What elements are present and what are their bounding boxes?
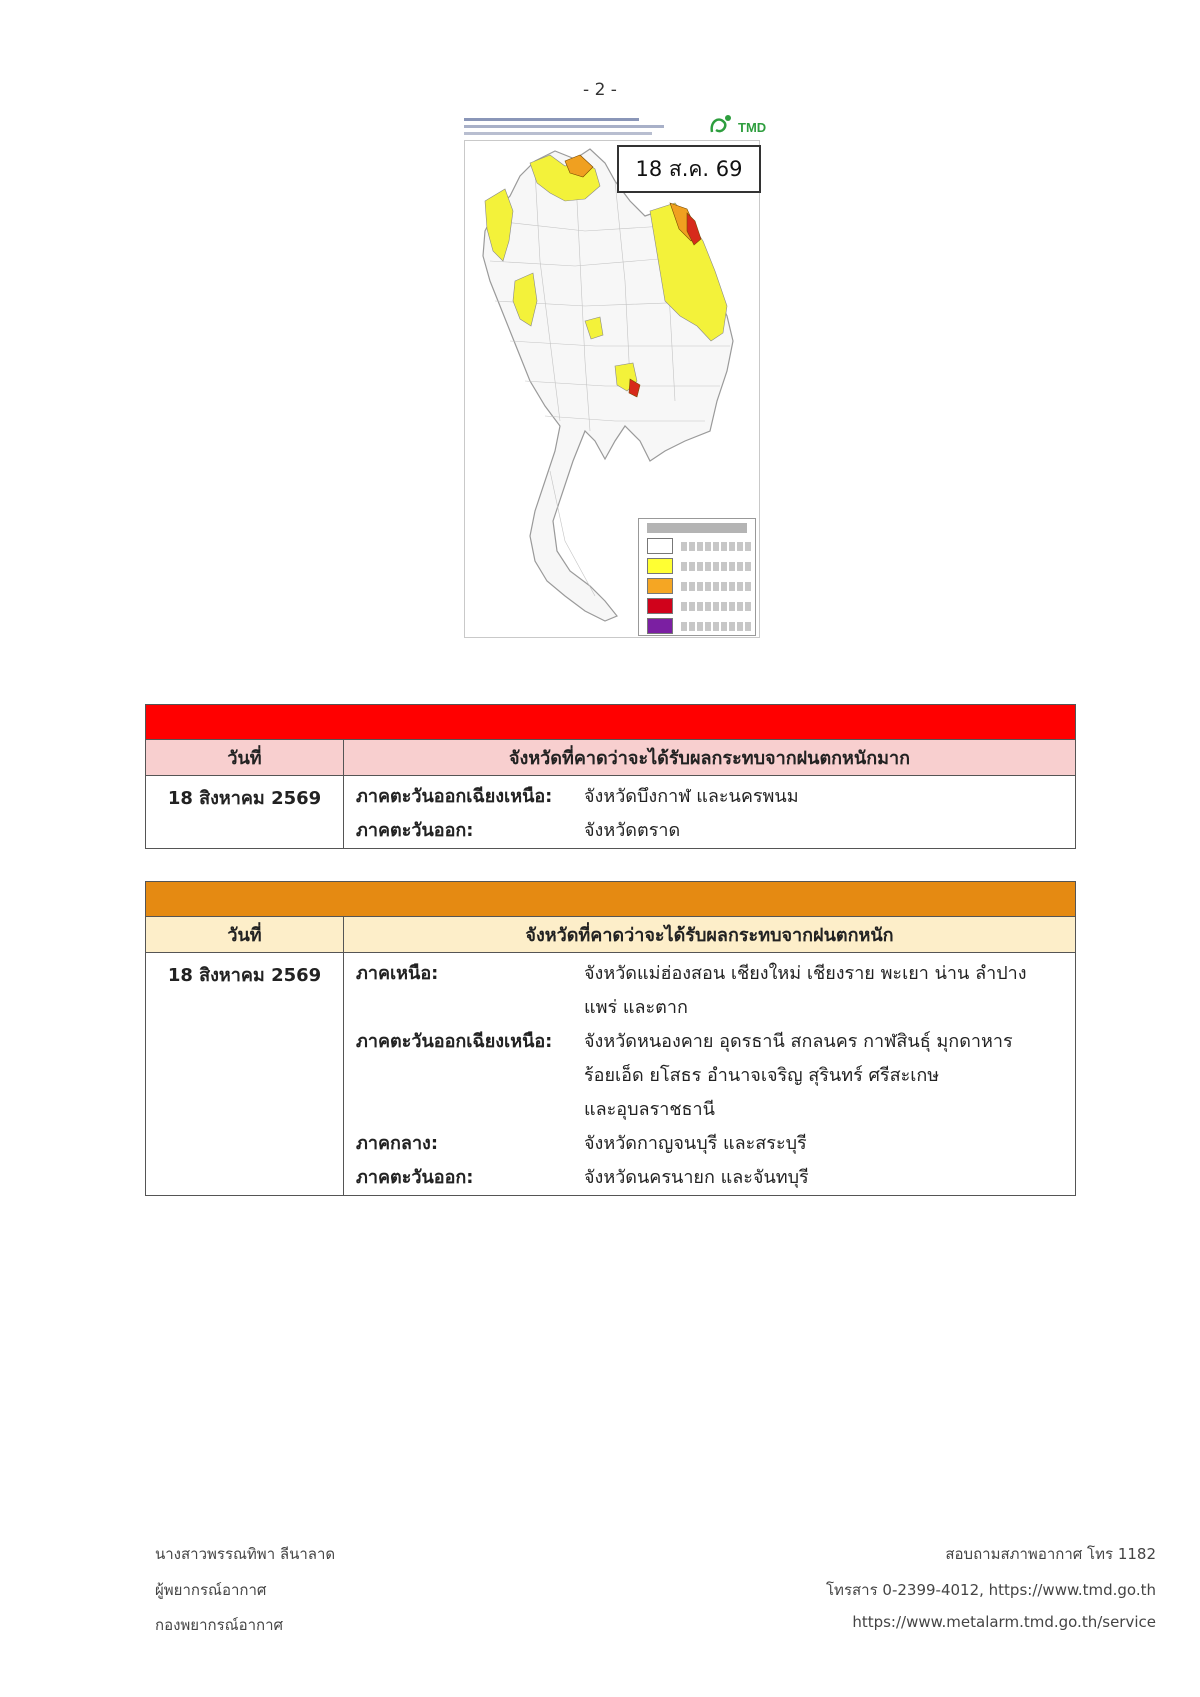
legend-item [639,576,755,596]
provinces-cell [344,953,1076,1196]
legend-item [639,616,755,636]
date-cell: 18 สิงหาคม 2569 [146,776,344,849]
province-list: จังหวัดแม่ฮ่องสอน เชียงใหม่ เชียงราย พะเยา น่าน ลำปาง [584,963,1027,984]
province-list: และอุบลราชธานี [584,1099,715,1120]
forecaster-division: กองพยากรณ์อากาศ [155,1616,284,1634]
legend-item [639,536,755,556]
legend-swatch [647,578,673,594]
legend-swatch [647,618,673,634]
region-label: ภาคเหนือ: [356,963,439,984]
col-provinces-header: จังหวัดที่คาดว่าจะได้รับผลกระทบจากฝนตกหนัก [344,917,1076,953]
col-date-header: วันที่ [146,740,344,776]
contact-fax-web[interactable]: โทรสาร 0-2399-4012, https://www.tmd.go.th [826,1581,1156,1599]
province-list: จังหวัดกาญจนบุรี และสระบุรี [584,1133,807,1154]
forecaster-name: นางสาวพรรณทิพา ลีนาลาด [155,1545,336,1563]
table-color-band [146,882,1076,917]
contact-phone: สอบถามสภาพอากาศ โทร 1182 [945,1545,1156,1563]
legend-swatch [647,538,673,554]
region-label: ภาคตะวันออกเฉียงเหนือ: [356,786,553,807]
province-list: จังหวัดตราด [584,820,681,841]
region-label: ภาคตะวันออกเฉียงเหนือ: [356,1031,553,1052]
map-legend [638,518,756,636]
legend-item [639,556,755,576]
date-cell: 18 สิงหาคม 2569 [146,953,344,1196]
logo-text: TMD [738,120,767,135]
province-list: แพร่ และตาก [584,997,688,1018]
legend-title [647,523,747,533]
province-list: ร้อยเอ็ด ยโสธร อำนาจเจริญ สุรินทร์ ศรีสะเกษ [584,1065,940,1086]
region-label: ภาคกลาง: [356,1133,439,1154]
map-date-label: 18 ส.ค. 69 [617,145,761,193]
heavy-rain-table [145,881,1076,1196]
col-date-header: วันที่ [146,917,344,953]
region-label: ภาคตะวันออก: [356,1167,474,1188]
province-list: จังหวัดหนองคาย อุดรธานี สกลนคร กาฬสินธุ์ มุกดาหาร [584,1031,1013,1052]
col-provinces-header: จังหวัดที่คาดว่าจะได้รับผลกระทบจากฝนตกหนักมาก [344,740,1076,776]
province-list: จังหวัดบึงกาฬ และนครพนม [584,786,799,807]
legend-swatch [647,558,673,574]
provinces-cell [344,776,1076,849]
very-heavy-rain-table [145,704,1076,849]
legend-swatch [647,598,673,614]
table-color-band [146,705,1076,740]
region-label: ภาคตะวันออก: [356,820,474,841]
metalarm-link[interactable]: https://www.metalarm.tmd.go.th/service [852,1613,1156,1631]
forecaster-title: ผู้พยากรณ์อากาศ [155,1581,267,1599]
legend-item [639,596,755,616]
province-list: จังหวัดนครนายก และจันทบุรี [584,1167,809,1188]
tmd-logo [708,112,768,138]
page-number: - 2 - [583,80,617,100]
